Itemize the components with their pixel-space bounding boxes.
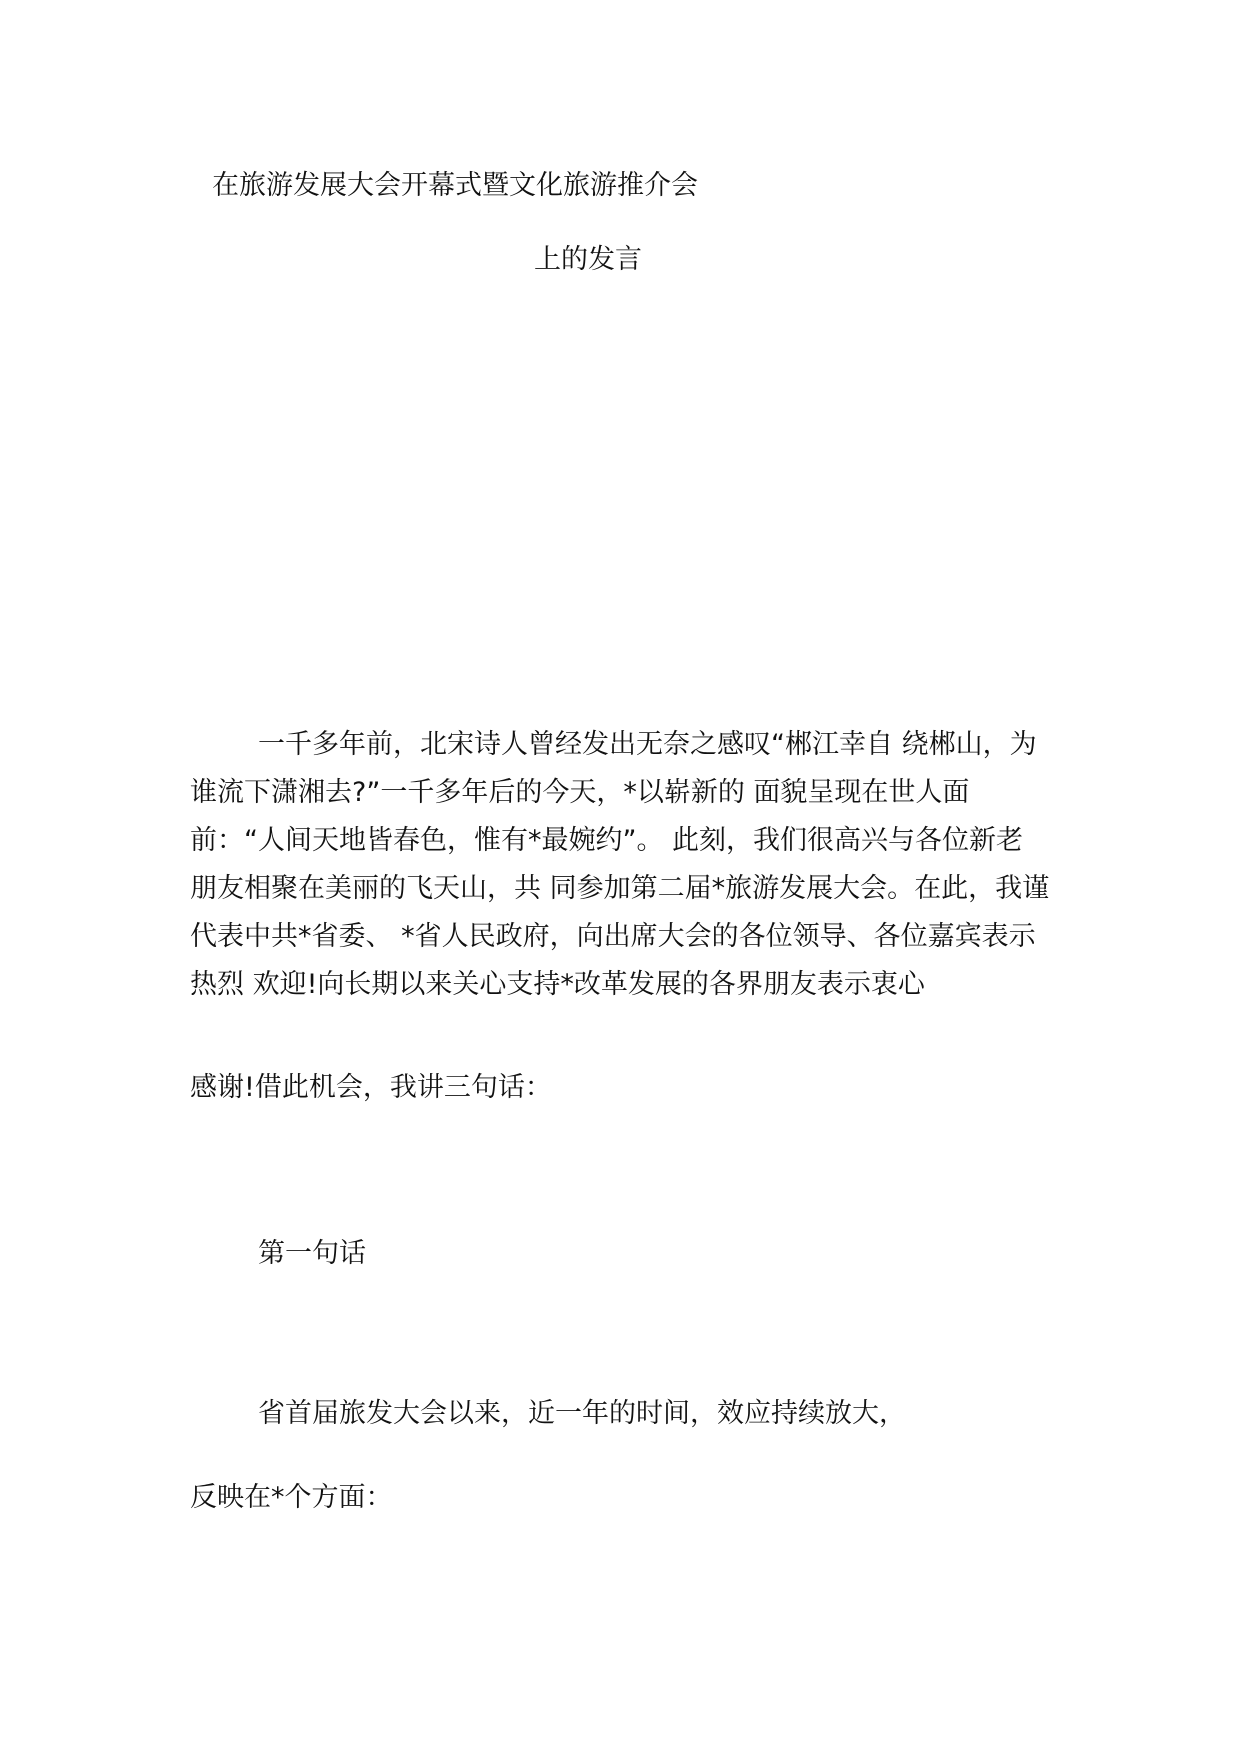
document-title-continuation: 上的发言 — [534, 244, 642, 275]
document-title: 在旅游发展大会开幕式暨文化旅游推介会 — [212, 170, 698, 201]
thanks-line: 感谢!借此机会，我讲三句话： — [190, 1072, 552, 1103]
section-paragraph-continuation: 反映在*个方面： — [190, 1482, 393, 1513]
opening-paragraph: 一千多年前，北宋诗人曾经发出无奈之感叹“郴江幸自 绕郴山，为谁流下潇湘去?”一千多年后的今天，*以崭新的 面貌呈现在世人面前：“人间天地皆春色，惟有*最婉约”。 此刻，我们很高兴与各位新老朋友相聚在美丽的飞天山，共 同参加第二届*旅游发展大会。在此，我谨代表中共*省委、 *省人民政府，向出席大会的各位领导、各位嘉宾表示热烈 欢迎!向长期以来关心支持*改革发展的各界朋友表示衷心 — [190, 729, 1050, 1000]
section-paragraph-line: 省首届旅发大会以来，近一年的时间，效应持续放大， — [258, 1398, 906, 1429]
section-heading-first: 第一句话 — [258, 1238, 366, 1269]
